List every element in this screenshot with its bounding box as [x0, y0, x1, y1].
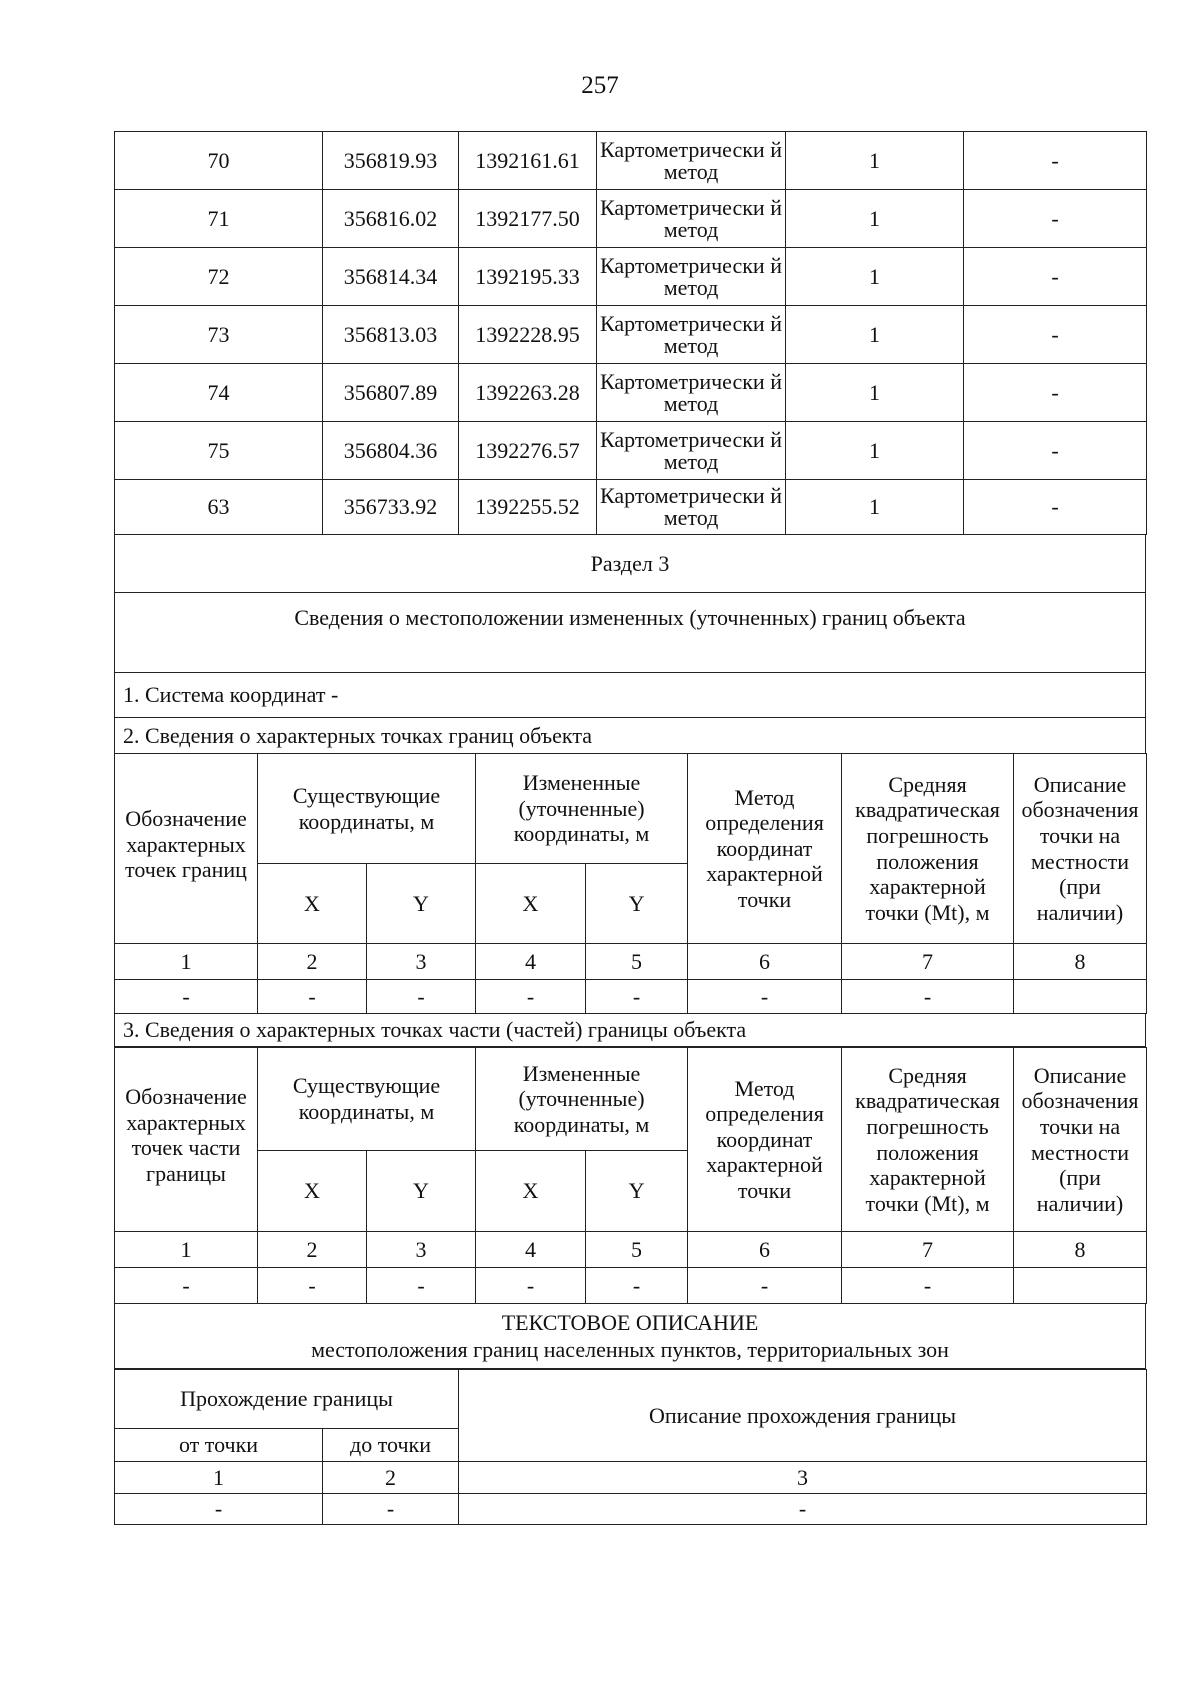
coord-x-cell: 356814.34	[323, 248, 459, 306]
page-number: 257	[581, 72, 619, 99]
coord-y-cell: 1392263.28	[459, 364, 597, 422]
column-number-cell: 5	[586, 944, 688, 980]
coord-y-cell: 1392228.95	[459, 306, 597, 364]
method-cell: Картометрически й метод	[597, 248, 786, 306]
value-cell: -	[115, 980, 258, 1014]
method-cell: Картометрически й метод	[597, 364, 786, 422]
coord-x-cell: 356804.36	[323, 422, 459, 480]
value-cell: -	[367, 1268, 476, 1304]
coord-x-cell: 356816.02	[323, 190, 459, 248]
coord-system: 1. Система координат -	[115, 673, 1146, 718]
coord-y-cell: 1392161.61	[459, 132, 597, 190]
method-cell: Картометрически й метод	[597, 422, 786, 480]
header-x-existing: X	[258, 864, 367, 944]
header-changed-coords: Измененные (уточненные) координаты, м	[476, 1048, 688, 1151]
text-description-header	[114, 1303, 1146, 1369]
header-designation: Обозначение характерных точек части границы	[115, 1048, 258, 1232]
column-number-cell: 2	[323, 1462, 459, 1494]
column-number-cell: 2	[258, 944, 367, 980]
value-cell: -	[258, 980, 367, 1014]
table-row	[115, 422, 1147, 480]
table-row	[115, 306, 1147, 364]
part-points-table	[114, 1047, 1147, 1304]
table-row	[115, 480, 1147, 535]
header-x-changed: X	[476, 864, 586, 944]
column-number-cell: 8	[1014, 1232, 1147, 1268]
value-cell: -	[258, 1268, 367, 1304]
column-number-cell: 7	[842, 1232, 1014, 1268]
point-id-cell: 63	[115, 480, 323, 535]
accuracy-cell: 1	[786, 248, 964, 306]
header-method: Метод определения координат характерной точки	[688, 1048, 842, 1232]
description-cell: -	[964, 190, 1147, 248]
coord-x-cell: 356819.93	[323, 132, 459, 190]
description-cell: -	[964, 306, 1147, 364]
value-cell: -	[459, 1494, 1147, 1525]
header-description: Описание обозначения точки на местности (при наличии)	[1014, 754, 1147, 944]
header-y-existing: Y	[367, 864, 476, 944]
coord-x-cell: 356813.03	[323, 306, 459, 364]
accuracy-cell: 1	[786, 306, 964, 364]
coord-x-cell: 356807.89	[323, 364, 459, 422]
method-cell: Картометрически й метод	[597, 132, 786, 190]
table-row	[115, 364, 1147, 422]
header-from-point: от точки	[115, 1429, 323, 1462]
boundary-passage-table	[114, 1369, 1147, 1525]
column-number-cell: 6	[688, 944, 842, 980]
accuracy-cell: 1	[786, 190, 964, 248]
header-accuracy: Средняя квадратическая погрешность положения характерной точки (Mt), м	[842, 1048, 1014, 1232]
column-number-cell: 5	[586, 1232, 688, 1268]
point-id-cell: 70	[115, 132, 323, 190]
value-cell: -	[688, 1268, 842, 1304]
point-id-cell: 71	[115, 190, 323, 248]
value-cell	[1014, 1268, 1147, 1304]
description-cell: -	[964, 480, 1147, 535]
table-row	[115, 190, 1147, 248]
method-cell: Картометрически й метод	[597, 306, 786, 364]
accuracy-cell: 1	[786, 480, 964, 535]
column-numbers-row	[115, 1462, 1147, 1494]
coord-x-cell: 356733.92	[323, 480, 459, 535]
point-id-cell: 74	[115, 364, 323, 422]
method-cell: Картометрически й метод	[597, 480, 786, 535]
description-cell: -	[964, 132, 1147, 190]
value-cell: -	[367, 980, 476, 1014]
method-cell: Картометрически й метод	[597, 190, 786, 248]
column-number-cell: 1	[115, 944, 258, 980]
boundary-points-table	[114, 753, 1147, 1014]
description-cell: -	[964, 248, 1147, 306]
value-cell: -	[586, 980, 688, 1014]
header-x-changed: X	[476, 1151, 586, 1232]
header-y-existing: Y	[367, 1151, 476, 1232]
column-number-cell: 4	[476, 944, 586, 980]
coord-y-cell: 1392276.57	[459, 422, 597, 480]
header-to-point: до точки	[323, 1429, 459, 1462]
description-cell: -	[964, 422, 1147, 480]
section-subtitle: Сведения о местоположении измененных (уточненных) границ объекта	[115, 593, 1146, 673]
column-number-cell: 2	[258, 1232, 367, 1268]
header-changed-coords: Измененные (уточненные) координаты, м	[476, 754, 688, 864]
column-number-cell: 3	[459, 1462, 1147, 1494]
value-cell: -	[586, 1268, 688, 1304]
values-row	[115, 1268, 1147, 1304]
parts-heading: 3. Сведения о характерных точках части (частей) границы объекта	[115, 1014, 1146, 1047]
points-table	[114, 131, 1147, 535]
value-cell: -	[476, 1268, 586, 1304]
header-existing-coords: Существующие координаты, м	[258, 754, 476, 864]
table-row	[115, 248, 1147, 306]
header-passage: Прохождение границы	[115, 1370, 459, 1429]
header-passage-description: Описание прохождения границы	[459, 1370, 1147, 1462]
text-description-title: ТЕКСТОВОЕ ОПИСАНИЕ	[501, 1309, 759, 1335]
text-description-subtitle: местоположения границ населенных пунктов, территориальных зон	[311, 1337, 949, 1362]
column-numbers-row	[115, 944, 1147, 980]
header-method: Метод определения координат характерной точки	[688, 754, 842, 944]
coord-y-cell: 1392255.52	[459, 480, 597, 535]
column-number-cell: 1	[115, 1232, 258, 1268]
coord-y-cell: 1392177.50	[459, 190, 597, 248]
value-cell: -	[688, 980, 842, 1014]
header-description: Описание обозначения точки на местности (при наличии)	[1014, 1048, 1147, 1232]
accuracy-cell: 1	[786, 422, 964, 480]
accuracy-cell: 1	[786, 364, 964, 422]
value-cell: -	[476, 980, 586, 1014]
table-row	[115, 132, 1147, 190]
value-cell: -	[115, 1494, 323, 1525]
header-y-changed: Y	[586, 864, 688, 944]
value-cell: -	[115, 1268, 258, 1304]
point-id-cell: 75	[115, 422, 323, 480]
point-id-cell: 72	[115, 248, 323, 306]
values-row	[115, 980, 1147, 1014]
header-x-existing: X	[258, 1151, 367, 1232]
header-existing-coords: Существующие координаты, м	[258, 1048, 476, 1151]
column-number-cell: 8	[1014, 944, 1147, 980]
section-title: Раздел 3	[115, 535, 1146, 593]
column-number-cell: 3	[367, 1232, 476, 1268]
points-heading: 2. Сведения о характерных точках границ объекта	[115, 718, 1146, 754]
point-id-cell: 73	[115, 306, 323, 364]
values-row	[115, 1494, 1147, 1525]
parts-heading-block	[114, 1013, 1146, 1047]
value-cell: -	[842, 1268, 1014, 1304]
accuracy-cell: 1	[786, 132, 964, 190]
column-number-cell: 1	[115, 1462, 323, 1494]
value-cell: -	[323, 1494, 459, 1525]
header-accuracy: Средняя квадратическая погрешность положения характерной точки (Mt), м	[842, 754, 1014, 944]
column-numbers-row	[115, 1232, 1147, 1268]
column-number-cell: 6	[688, 1232, 842, 1268]
header-y-changed: Y	[586, 1151, 688, 1232]
section3-header	[114, 534, 1146, 754]
description-cell: -	[964, 364, 1147, 422]
value-cell	[1014, 980, 1147, 1014]
column-number-cell: 3	[367, 944, 476, 980]
column-number-cell: 4	[476, 1232, 586, 1268]
coord-y-cell: 1392195.33	[459, 248, 597, 306]
value-cell: -	[842, 980, 1014, 1014]
column-number-cell: 7	[842, 944, 1014, 980]
header-designation: Обозначение характерных точек границ	[115, 754, 258, 944]
